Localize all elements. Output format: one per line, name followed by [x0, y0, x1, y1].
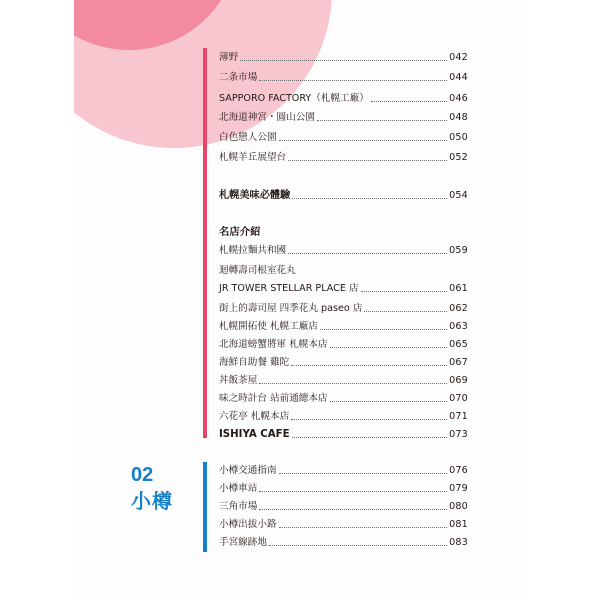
toc-entry-title: 小樽交通指南	[219, 465, 277, 476]
toc-entry-title: 迴轉壽司根室花丸	[219, 265, 296, 276]
toc-entry[interactable]	[219, 411, 468, 423]
dot-leader	[259, 509, 447, 510]
toc-entry[interactable]	[219, 132, 468, 144]
toc-entry-page: 073	[449, 429, 468, 440]
toc-entry[interactable]	[219, 537, 468, 549]
toc-entry[interactable]	[219, 465, 468, 477]
toc-entry-page: 070	[449, 393, 468, 404]
dot-leader	[269, 545, 447, 546]
dot-leader	[279, 527, 448, 528]
toc-entry-title: 札幌拉麵共和國	[219, 245, 287, 256]
toc-entry-title: 北海道神宮・圓山公園	[219, 112, 315, 123]
toc-entry-title: SAPPORO FACTORY（札幌工廠）	[219, 93, 369, 104]
dot-leader	[279, 473, 448, 474]
toc-entry[interactable]	[219, 321, 468, 333]
toc-entry[interactable]	[219, 339, 468, 351]
dot-leader	[330, 401, 447, 402]
toc-entry-title: 札幌開拓使 札幌工廠店	[219, 321, 318, 332]
toc-entry-page: 042	[449, 52, 468, 63]
toc-entry-title: 海鮮自助餐 雞陀	[219, 357, 290, 368]
toc-entry-title: 丼飯茶屋	[219, 375, 258, 386]
toc-entry-page: 050	[449, 132, 468, 143]
decorative-pink-circle	[74, 0, 525, 220]
toc-entry[interactable]	[219, 303, 468, 315]
toc-entry-title: 小樽車站	[219, 483, 258, 494]
toc-entry-page: 079	[449, 483, 468, 494]
toc-entry-title: JR TOWER STELLAR PLACE 店	[219, 283, 359, 294]
toc-entry[interactable]	[219, 501, 468, 513]
toc-entry[interactable]	[219, 483, 468, 495]
dot-leader	[259, 383, 447, 384]
dot-leader	[330, 347, 447, 348]
toc-entry-page: 062	[449, 303, 468, 314]
toc-entry-page: 076	[449, 465, 468, 476]
toc-entry[interactable]	[219, 93, 468, 105]
dot-leader	[279, 140, 448, 141]
toc-entry-title: 街上的壽司屋 四季花丸 paseo 店	[219, 303, 363, 314]
toc-entry[interactable]	[219, 265, 468, 277]
toc-entry-page: 059	[449, 245, 468, 256]
toc-entry[interactable]	[219, 375, 468, 387]
toc-entry[interactable]	[219, 357, 468, 369]
dot-leader	[259, 80, 447, 81]
toc-entry-title: 札幌羊丘展望台	[219, 152, 287, 163]
toc-entry-page: 065	[449, 339, 468, 350]
dot-leader	[292, 437, 448, 438]
toc-entry[interactable]	[219, 52, 468, 64]
toc-entry-title: 二条市場	[219, 72, 258, 83]
toc-entry-page: 063	[449, 321, 468, 332]
toc-entry-page: 080	[449, 501, 468, 512]
blue-section-bar	[203, 462, 207, 552]
toc-entry-page: 046	[449, 93, 468, 104]
dot-leader	[371, 101, 447, 102]
toc-entry-title: 北海道螃蟹將軍 札幌本店	[219, 339, 328, 350]
dot-leader	[320, 329, 447, 330]
dot-leader	[292, 198, 447, 199]
toc-entry-title: 札幌美味必體驗	[219, 190, 291, 201]
toc-entry[interactable]	[219, 152, 468, 164]
toc-entry[interactable]	[219, 429, 468, 441]
toc-page	[74, 0, 525, 600]
dot-leader	[288, 253, 447, 254]
toc-entry-title: 手宮線跡地	[219, 537, 267, 548]
toc-entry-title: 六花亭 札幌本店	[219, 411, 290, 422]
toc-entry[interactable]	[219, 245, 468, 257]
toc-entry-page: 048	[449, 112, 468, 123]
toc-entry-page: 069	[449, 375, 468, 386]
toc-entry[interactable]	[219, 519, 468, 531]
toc-entry-page: 081	[449, 519, 468, 530]
dot-leader	[317, 120, 447, 121]
chapter-title: 小樽	[131, 489, 173, 513]
toc-feature-entry[interactable]	[219, 190, 468, 202]
shops-heading: 名店介紹	[219, 226, 261, 238]
chapter-number: 02	[131, 464, 154, 486]
toc-entry-title: 小樽出拔小路	[219, 519, 277, 530]
toc-entry-title: 三角市場	[219, 501, 258, 512]
dot-leader	[240, 60, 447, 61]
dot-leader	[291, 365, 447, 366]
toc-entry-title: 味之時計台 站前通總本店	[219, 393, 328, 404]
toc-entry-page: 061	[449, 283, 468, 294]
toc-entry-page: 083	[449, 537, 468, 548]
toc-entry-title: ISHIYA CAFE	[219, 429, 290, 440]
toc-entry-page: 044	[449, 72, 468, 83]
toc-entry-page: 054	[449, 190, 468, 201]
toc-entry[interactable]	[219, 72, 468, 84]
dot-leader	[361, 291, 448, 292]
toc-entry[interactable]	[219, 112, 468, 124]
toc-entry-title: 薄野	[219, 52, 239, 63]
dot-leader	[291, 419, 447, 420]
toc-entry-page: 052	[449, 152, 468, 163]
toc-entry-page: 071	[449, 411, 468, 422]
toc-entry[interactable]	[219, 283, 468, 295]
toc-entry[interactable]	[219, 393, 468, 405]
dot-leader	[288, 160, 447, 161]
dot-leader	[364, 311, 447, 312]
pink-section-bar	[203, 48, 207, 438]
toc-entry-page: 067	[449, 357, 468, 368]
dot-leader	[259, 491, 447, 492]
toc-entry-title: 白色戀人公園	[219, 132, 277, 143]
